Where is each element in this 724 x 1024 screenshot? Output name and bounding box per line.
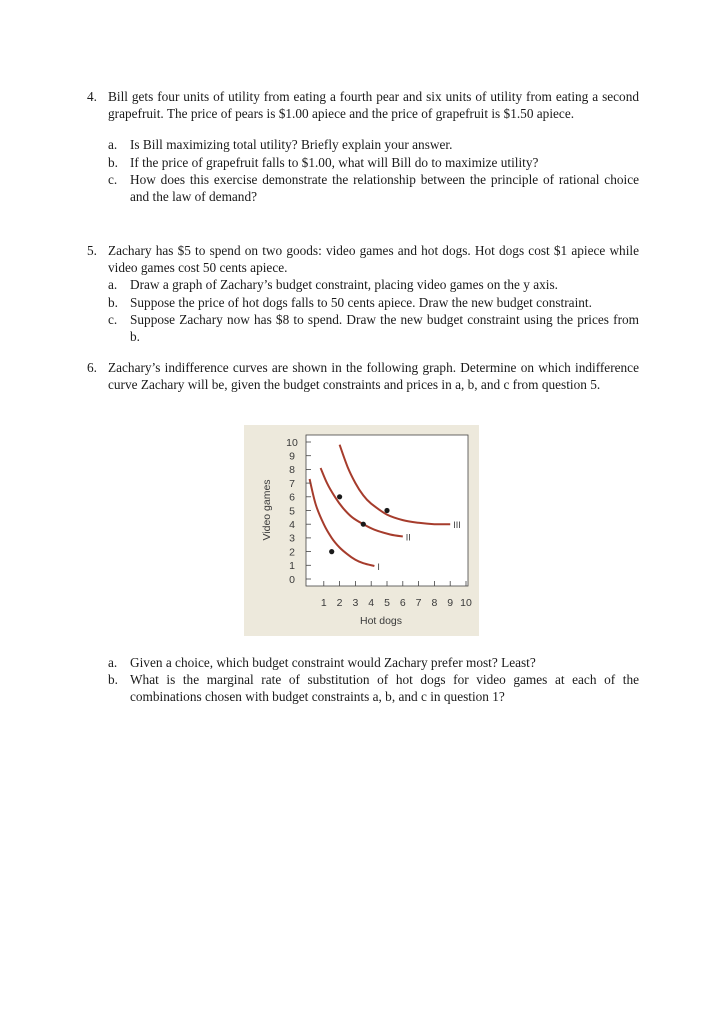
y-tick-label: 6 bbox=[289, 491, 295, 504]
x-tick-label: 5 bbox=[384, 597, 390, 609]
x-tick-label: 3 bbox=[352, 597, 359, 609]
question-item bbox=[108, 671, 639, 705]
chosen-point-dot bbox=[384, 508, 389, 513]
y-tick-label: 7 bbox=[289, 477, 295, 490]
curve-label: III bbox=[453, 520, 461, 531]
question-4 bbox=[87, 88, 639, 205]
curve-label: I bbox=[377, 561, 380, 572]
item-letter: a. bbox=[108, 137, 118, 153]
item-letter: b. bbox=[108, 154, 118, 170]
y-tick-label: 8 bbox=[289, 464, 295, 477]
x-tick-label: 6 bbox=[399, 597, 406, 609]
x-tick-label: 10 bbox=[460, 597, 472, 609]
item-text: How does this exercise demonstrate the relationship between the principle of rational choice and the law of demand? bbox=[130, 171, 639, 205]
question-text: Bill gets four units of utility from eating a fourth pear and six units of utility from eating a second grapefruit. The price of pears is $1.00 apiece and the price of grapefruit is $1.50 apiece. bbox=[108, 89, 639, 122]
y-tick-label: 4 bbox=[289, 519, 295, 531]
question-text: Zachary has $5 to spend on two goods: video games and hot dogs. Hot dogs cost $1 apiece while video games cost 50 cents apiece. bbox=[108, 243, 639, 276]
question-number: 4. bbox=[87, 89, 97, 104]
y-tick-label: 10 bbox=[286, 436, 298, 449]
x-tick-label: 9 bbox=[447, 597, 454, 609]
chosen-point-dot bbox=[329, 549, 334, 554]
indifference-curve-figure bbox=[244, 425, 479, 636]
question-number: 5. bbox=[87, 243, 97, 258]
question-number: 6. bbox=[87, 360, 97, 375]
y-axis-label: Video games bbox=[261, 479, 273, 541]
item-text: What is the marginal rate of substitution of hot dogs for video games at each of the combinations chosen with budget constraints a, b, and c in question 1? bbox=[130, 672, 639, 705]
item-letter: a. bbox=[108, 277, 118, 293]
y-tick-label: 5 bbox=[289, 505, 295, 518]
chosen-point-dot bbox=[337, 494, 342, 499]
item-letter: a. bbox=[108, 655, 118, 670]
chosen-point-dot bbox=[361, 522, 366, 527]
question-6 bbox=[87, 359, 639, 393]
question-item bbox=[108, 311, 639, 345]
question-text: Zachary’s indifference curves are shown in the following graph. Determine on which indifference curve Zachary will be, given the budget constraints and prices in a, b, and c from question 5. bbox=[108, 360, 639, 393]
x-tick-label: 1 bbox=[320, 597, 327, 609]
indifference-curve-chart bbox=[244, 425, 479, 636]
x-tick-label: 8 bbox=[431, 597, 438, 609]
question-item bbox=[108, 154, 639, 171]
question-item bbox=[108, 654, 639, 671]
item-text: Suppose Zachary now has $8 to spend. Draw the new budget constraint using the prices from b. bbox=[130, 311, 639, 345]
x-tick-label: 4 bbox=[368, 597, 375, 609]
item-text: Suppose the price of hot dogs falls to 50 cents apiece. Draw the new budget constraint. bbox=[130, 294, 592, 310]
y-tick-label: 3 bbox=[289, 532, 295, 545]
x-tick-label: 2 bbox=[336, 597, 343, 609]
y-tick-label: 9 bbox=[289, 450, 295, 463]
question-item bbox=[108, 294, 639, 311]
question-item bbox=[108, 276, 639, 293]
question-5 bbox=[87, 242, 639, 345]
item-letter: b. bbox=[108, 294, 118, 310]
y-tick-label: 1 bbox=[289, 560, 295, 573]
question-item bbox=[108, 136, 639, 153]
item-text: Is Bill maximizing total utility? Briefly explain your answer. bbox=[130, 137, 453, 153]
item-letter: b. bbox=[108, 672, 118, 688]
curve-label: II bbox=[405, 532, 411, 543]
x-tick-label: 7 bbox=[415, 597, 422, 609]
item-letter: c. bbox=[108, 311, 118, 327]
question-item bbox=[108, 171, 639, 205]
item-text: Given a choice, which budget constraint would Zachary prefer most? Least? bbox=[130, 655, 536, 670]
question-6-items bbox=[87, 654, 639, 706]
x-axis-label: Hot dogs bbox=[359, 615, 403, 627]
item-text: Draw a graph of Zachary’s budget constraint, placing video games on the y axis. bbox=[130, 277, 558, 293]
item-letter: c. bbox=[108, 171, 118, 187]
y-tick-label: 2 bbox=[289, 546, 295, 559]
y-tick-label: 0 bbox=[289, 573, 295, 586]
item-text: If the price of grapefruit falls to $1.00, what will Bill do to maximize utility? bbox=[130, 154, 539, 170]
